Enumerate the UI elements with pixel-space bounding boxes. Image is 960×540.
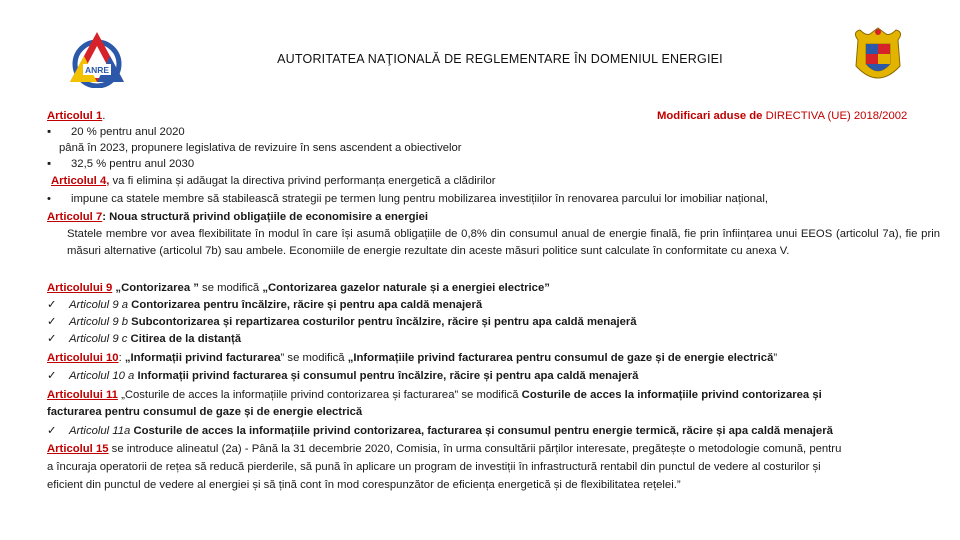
directive-name: DIRECTIVA (UE) 2018/2002 [765,110,908,122]
article-9-new-title: „Contorizarea gazelor naturale și a energiei electrice” [262,282,550,294]
check-icon: ✓ [47,316,57,328]
article-10-end: ” [773,352,778,364]
bullet-2020-continuation: până în 2023, propunere legislativa de revizuire în sens ascendent a obiectivelor [59,142,462,154]
article-7-paragraph: Statele membre vor avea flexibilitate în modul în care își asumă obligațiile de 0,8% din consumul anual de energie finală, fie prin înființarea unui EEOS (articolul 7a), fie prin măsuri alternative (articolul 7b) sau ambele. Economiile de energie rezultate din aceste măsuri politice sunt calculate în conformitate cu anexa V. [67,228,940,257]
article-10-mid: ” se modifică [280,352,348,364]
article-15-line [47,441,841,457]
article-11a-line [47,423,833,439]
article-11a-label: Articolul 11a [69,425,131,437]
article-10-label: Articolului 10 [47,352,119,364]
article-10-old-title: „Informații privind facturarea [124,352,281,364]
bullet-2020 [47,124,185,140]
logo-text: ANRE [84,65,110,75]
bullet-strategies-text: impune ca statele membre să stabilească strategii pe termen lung pentru mobilizarea investițiilor în renovarea parcului lor imobiliar național, [71,193,768,205]
bullet-strategies [47,191,768,207]
modification-source [657,108,907,124]
article-9c-line [47,331,241,347]
article-4-text: va fi elimina și adăugat la directiva privind performanța energetică a clădirilor [109,175,496,187]
article-10-line [47,350,777,366]
article-10a-text: Informații privind facturarea și consumul pentru încălzire, răcire și pentru apa caldă menajeră [134,370,639,382]
article-11-line [47,387,822,403]
article-1-label: Articolul 1 [47,110,103,122]
article-11-continuation: facturarea pentru consumul de gaze și de energie electrică [47,406,363,418]
bullet-2030-text: 32,5 % pentru anul 2030 [71,158,195,170]
article-9b-line [47,314,637,330]
article-9c-text: Citirea de la distanță [127,333,242,345]
square-bullet-icon: ▪ [47,158,52,170]
article-11-label: Articolului 11 [47,389,118,401]
article-10a-line [47,368,638,384]
article-11-new-title: Costurile de acces la informațiile privind contorizarea și [521,389,822,401]
article-9a-label: Articolul 9 a [69,299,129,311]
check-icon: ✓ [47,333,57,345]
article-15-line-3: eficient din punctul de vedere al energiei și să țină cont în mod corespunzător de eficiența energetică și de flexibilitatea rețelei.” [47,479,681,491]
modification-label: Modificari aduse de [657,110,763,122]
article-4-line [51,173,496,189]
article-9c-label: Articolul 9 c [69,333,128,345]
article-7-title: : Noua structură privind obligațiile de economisire a energiei [102,211,429,223]
article-11-mid: „Costurile de acces la informațiile privind contorizarea și facturarea” se modifică [117,389,522,401]
check-icon: ✓ [47,299,57,311]
article-9a-line [47,297,482,313]
article-15-text: se introduce alineatul (2a) - Până la 31 decembrie 2020, Comisia, în urma consultării părților interesate, pregătește o metodologie comună, pentru [108,443,842,455]
coat-of-arms-icon [850,26,906,90]
article-9-line [47,280,550,296]
article-9b-text: Subcontorizarea și repartizarea costurilor pentru încălzire, răcire și pentru apa caldă menajeră [128,316,637,328]
check-icon: ✓ [47,370,57,382]
article-9b-label: Articolul 9 b [69,316,129,328]
article-1-heading [47,108,105,124]
article-9a-text: Contorizarea pentru încălzire, răcire și pentru apa caldă menajeră [128,299,483,311]
article-1-dot: . [102,110,106,122]
article-10-colon: : [118,352,125,364]
page-title: AUTORITATEA NAŢIONALĂ DE REGLEMENTARE ÎN DOMENIUL ENERGIEI [277,52,723,66]
article-4-label: Articolul 4, [51,175,110,187]
article-11a-text: Costurile de acces la informațiile privind contorizarea, facturarea și consumul pentru energie termică, răcire și apa caldă menajeră [130,425,833,437]
bullet-2030 [47,156,194,172]
article-9-old-title: „Contorizarea ” [112,282,199,294]
article-10-new-title: „Informațiile privind facturarea pentru consumul de gaze și de energie electrică [347,352,774,364]
article-7-label: Articolul 7 [47,211,103,223]
article-15-line-2: a încuraja operatorii de rețea să reducă pierderile, să pună în aplicare un program de investiții în infrastructură rentabil din punctul de vedere al costurilor și [47,461,821,473]
article-9-mid: se modifică [198,282,263,294]
check-icon: ✓ [47,425,57,437]
round-bullet-icon: • [47,193,51,205]
bullet-2020-text: 20 % pentru anul 2020 [71,126,185,138]
article-7-line [47,209,428,225]
square-bullet-icon: ▪ [47,126,52,138]
article-10a-label: Articolul 10 a [69,370,135,382]
article-15-label: Articolul 15 [47,443,109,455]
article-9-label: Articolului 9 [47,282,113,294]
